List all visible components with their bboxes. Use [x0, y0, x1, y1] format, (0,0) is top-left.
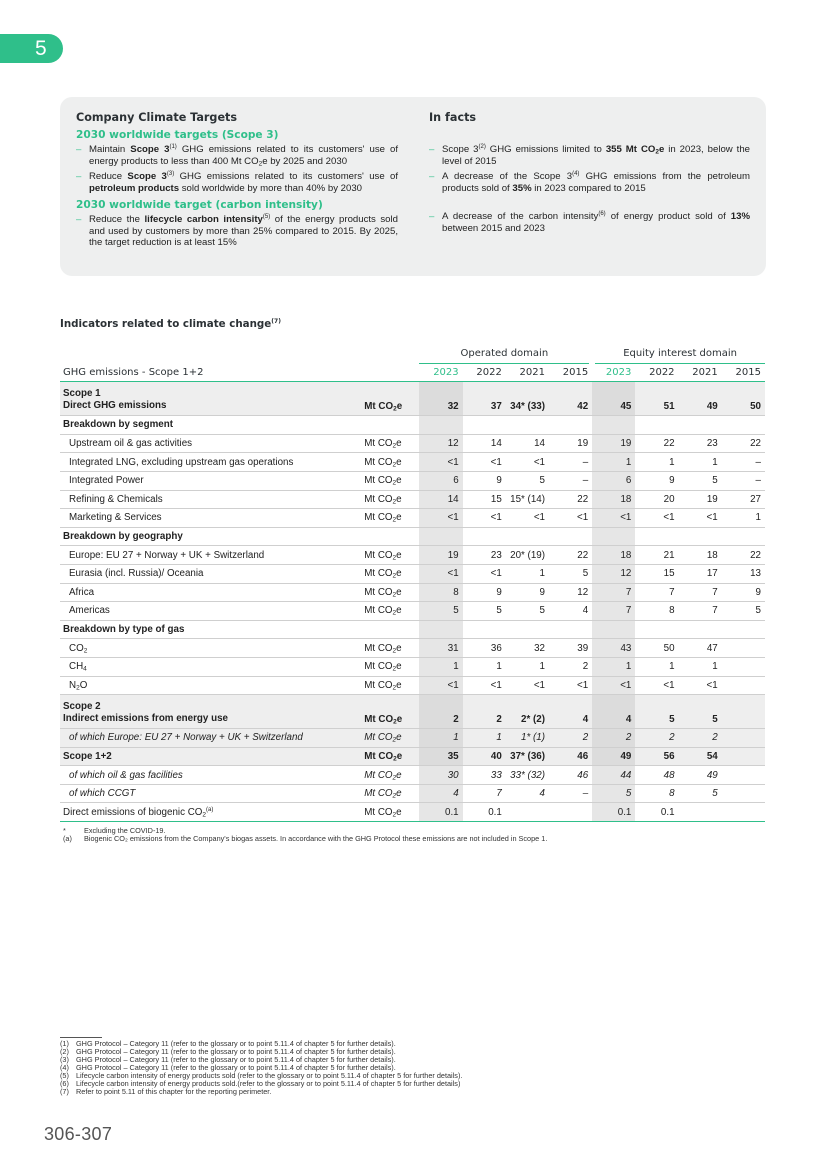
row-label: Europe: EU 27 + Norway + UK + Switzerland	[60, 546, 361, 565]
value-cell: 2	[419, 695, 462, 729]
value-cell: 4	[549, 602, 592, 621]
scope2-row	[60, 695, 765, 729]
value-cell: 1	[463, 729, 506, 748]
value-cell: 9	[463, 583, 506, 602]
scope1-row	[60, 382, 765, 416]
value-cell: 1	[635, 453, 678, 472]
value-cell: <1	[419, 453, 462, 472]
data-row	[60, 583, 765, 602]
value-cell: 12	[549, 583, 592, 602]
operated-domain-header: Operated domain	[419, 345, 592, 363]
row-label: Africa	[60, 583, 361, 602]
section-header-row	[60, 527, 765, 546]
row-label: $CO_2$	[60, 639, 361, 658]
table-title: Indicators related to climate change$^{(7)}$	[60, 318, 281, 330]
value-cell: 7	[463, 784, 506, 803]
value-cell: 1* (1)	[506, 729, 549, 748]
value-cell: 49	[679, 382, 722, 416]
value-cell	[722, 784, 765, 803]
data-row	[60, 657, 765, 676]
value-cell: 18	[592, 490, 635, 509]
value-cell: 0.1	[419, 803, 462, 822]
value-cell: 42	[549, 382, 592, 416]
value-cell: 32	[419, 382, 462, 416]
data-row	[60, 471, 765, 490]
value-cell: <1	[635, 509, 678, 528]
value-cell: 32	[506, 639, 549, 658]
value-cell: <1	[419, 564, 462, 583]
value-cell	[679, 803, 722, 822]
value-cell: <1	[592, 676, 635, 695]
value-cell: 9	[722, 583, 765, 602]
row-label: Integrated Power	[60, 471, 361, 490]
value-cell	[722, 747, 765, 766]
value-cell: 2	[679, 729, 722, 748]
footnote: (5) Lifecycle carbon intensity of energy products sold (refer to the glossary or to point 5.11.4 of chapter 5 for further details).	[60, 1071, 463, 1081]
value-cell: 8	[419, 583, 462, 602]
value-cell: 7	[679, 602, 722, 621]
value-cell: 6	[419, 471, 462, 490]
value-cell: 7	[592, 583, 635, 602]
footnote: (7) Refer to point 5.11 of this chapter for the reporting perimeter.	[60, 1087, 272, 1097]
value-cell: 44	[592, 766, 635, 785]
value-cell: <1	[635, 676, 678, 695]
value-cell: 8	[635, 602, 678, 621]
value-cell: 2* (2)	[506, 695, 549, 729]
value-cell: 1	[506, 657, 549, 676]
value-cell: 5	[722, 602, 765, 621]
data-row	[60, 509, 765, 528]
value-cell: 2	[549, 729, 592, 748]
value-cell: 34* (33)	[506, 382, 549, 416]
table-note: (a) Biogenic CO₂ emissions from the Company's biogas assets. In accordance with the GHG Protocol these emissions are not included in Scope 1.	[63, 834, 548, 844]
data-row	[60, 434, 765, 453]
value-cell: 1	[592, 657, 635, 676]
value-cell: 5	[679, 471, 722, 490]
unit-cell: Mt $CO_2e$	[361, 784, 419, 803]
value-cell: 31	[419, 639, 462, 658]
unit-cell: Mt $CO_2e$	[361, 382, 419, 416]
value-cell: 15	[463, 490, 506, 509]
row-label: of which CCGT	[60, 784, 361, 803]
footnote-rule	[60, 1037, 102, 1038]
value-cell: <1	[592, 509, 635, 528]
value-cell: 46	[549, 747, 592, 766]
unit-cell: Mt $CO_2e$	[361, 639, 419, 658]
value-cell: 0.1	[635, 803, 678, 822]
value-cell: 5	[679, 695, 722, 729]
value-cell: 5	[679, 784, 722, 803]
value-cell: 7	[679, 583, 722, 602]
value-cell: 20* (19)	[506, 546, 549, 565]
value-cell: 12	[419, 434, 462, 453]
row-label: $CH_4$	[60, 657, 361, 676]
value-cell: 2	[463, 695, 506, 729]
value-cell	[722, 695, 765, 729]
value-cell: 23	[679, 434, 722, 453]
value-cell: 56	[635, 747, 678, 766]
unit-cell: Mt $CO_2e$	[361, 729, 419, 748]
scope12-row	[60, 747, 765, 766]
value-cell: 37	[463, 382, 506, 416]
targets-column	[76, 111, 398, 252]
data-row	[60, 490, 765, 509]
footnote: (1) GHG Protocol – Category 11 (refer to the glossary or to point 5.11.4 of chapter 5 for further details).	[60, 1039, 396, 1048]
row-label: Upstream oil & gas activities	[60, 434, 361, 453]
value-cell: 1	[506, 564, 549, 583]
fact-bullet: – Scope 3$^{(2)}$ GHG emissions limited to 355 Mt $CO_2e$ in 2023, below the level of 2015	[429, 144, 750, 168]
value-cell: 22	[549, 490, 592, 509]
value-cell: 22	[722, 434, 765, 453]
value-cell: <1	[549, 676, 592, 695]
ghg-emissions-table	[60, 345, 765, 822]
value-cell: 22	[722, 546, 765, 565]
row-label: Marketing & Services	[60, 509, 361, 528]
target-bullet: – Maintain Scope 3$^{(1)}$ GHG emissions related to its customers' use of energy products to less than 400 Mt $CO_2e$ by 2025 and 2030	[76, 144, 398, 168]
unit-cell: Mt $CO_2e$	[361, 676, 419, 695]
value-cell: 14	[506, 434, 549, 453]
value-cell: 5	[463, 602, 506, 621]
value-cell: 12	[592, 564, 635, 583]
value-cell: 36	[463, 639, 506, 658]
section-title: Breakdown by segment	[60, 416, 361, 435]
value-cell: 49	[679, 766, 722, 785]
value-cell: –	[722, 471, 765, 490]
ccgt-row	[60, 784, 765, 803]
value-cell: <1	[506, 453, 549, 472]
value-cell: <1	[419, 509, 462, 528]
value-cell: 2	[549, 657, 592, 676]
footnote: (3) GHG Protocol – Category 11 (refer to the glossary or to point 5.11.4 of chapter 5 for further details).	[60, 1055, 396, 1065]
row-label: Americas	[60, 602, 361, 621]
biogenic-row	[60, 803, 765, 822]
unit-cell: Mt $CO_2e$	[361, 583, 419, 602]
year-header: 2015	[549, 363, 592, 382]
value-cell: 1	[722, 509, 765, 528]
targets-subtitle-intensity: 2030 worldwide target (carbon intensity)	[76, 198, 323, 211]
facts-column	[429, 111, 750, 237]
value-cell	[722, 729, 765, 748]
value-cell: <1	[506, 509, 549, 528]
value-cell: 50	[635, 639, 678, 658]
emissions-table-wrapper	[60, 345, 765, 844]
value-cell: 27	[722, 490, 765, 509]
value-cell: 19	[419, 546, 462, 565]
value-cell: 1	[419, 729, 462, 748]
year-header: 2022	[463, 363, 506, 382]
value-cell	[722, 657, 765, 676]
value-cell: <1	[463, 676, 506, 695]
value-cell: 13	[722, 564, 765, 583]
chapter-tab	[0, 34, 63, 63]
value-cell: 33	[463, 766, 506, 785]
row-label: Scope 2 Indirect emissions from energy use	[60, 695, 361, 729]
data-row	[60, 602, 765, 621]
value-cell: <1	[419, 676, 462, 695]
fact-bullet: – A decrease of the carbon intensity$^{(6)}$ of energy product sold of 13% between 2015 and 2023	[429, 211, 750, 235]
value-cell: 19	[549, 434, 592, 453]
value-cell: 43	[592, 639, 635, 658]
value-cell: 7	[592, 602, 635, 621]
value-cell: <1	[463, 453, 506, 472]
unit-cell: Mt $CO_2e$	[361, 509, 419, 528]
row-label: $N_2O$	[60, 676, 361, 695]
value-cell: 23	[463, 546, 506, 565]
value-cell	[506, 803, 549, 822]
section-title: Breakdown by geography	[60, 527, 361, 546]
value-cell: 14	[463, 434, 506, 453]
value-cell: 40	[463, 747, 506, 766]
page-number: 306-307	[44, 1124, 113, 1144]
row-label: of which oil & gas facilities	[60, 766, 361, 785]
value-cell: 46	[549, 766, 592, 785]
unit-cell: Mt $CO_2e$	[361, 602, 419, 621]
unit-cell: Mt $CO_2e$	[361, 546, 419, 565]
targets-title: Company Climate Targets	[76, 111, 238, 124]
value-cell: 22	[635, 434, 678, 453]
unit-cell: Mt $CO_2e$	[361, 490, 419, 509]
value-cell: –	[722, 453, 765, 472]
chapter-number: 5	[35, 37, 47, 60]
value-cell: 48	[635, 766, 678, 785]
value-cell: 7	[635, 583, 678, 602]
value-cell: 22	[549, 546, 592, 565]
value-cell	[549, 803, 592, 822]
facts-title: In facts	[429, 111, 477, 124]
value-cell: 18	[592, 546, 635, 565]
unit-cell: Mt $CO_2e$	[361, 766, 419, 785]
value-cell: 35	[419, 747, 462, 766]
value-cell: 9	[635, 471, 678, 490]
value-cell: 5	[549, 564, 592, 583]
value-cell: 17	[679, 564, 722, 583]
year-header: 2021	[679, 363, 722, 382]
value-cell: <1	[463, 564, 506, 583]
value-cell: 15	[635, 564, 678, 583]
value-cell: <1	[506, 676, 549, 695]
value-cell: 5	[419, 602, 462, 621]
unit-cell: Mt $CO_2e$	[361, 695, 419, 729]
value-cell: 0.1	[592, 803, 635, 822]
row-label: Scope 1 Direct GHG emissions	[60, 382, 361, 416]
value-cell: <1	[679, 676, 722, 695]
value-cell: 50	[722, 382, 765, 416]
value-cell: 1	[592, 453, 635, 472]
value-cell: –	[549, 784, 592, 803]
value-cell	[722, 676, 765, 695]
targets-subtitle-scope3: 2030 worldwide targets (Scope 3)	[76, 129, 279, 141]
oilgas-row	[60, 766, 765, 785]
unit-cell: Mt $CO_2e$	[361, 564, 419, 583]
data-row	[60, 546, 765, 565]
value-cell: 47	[679, 639, 722, 658]
value-cell: 9	[463, 471, 506, 490]
year-header: 2023	[419, 363, 462, 382]
section-header-row	[60, 620, 765, 639]
target-bullet: – Reduce Scope 3$^{(3)}$ GHG emissions related to its customers' use of petroleum products sold worldwide by more than 40% by 2030	[76, 171, 398, 195]
row-label: Direct emissions of biogenic $CO_2^{(a)}$	[60, 803, 361, 822]
value-cell: 19	[679, 490, 722, 509]
footnotes	[60, 1040, 760, 1096]
data-row	[60, 564, 765, 583]
value-cell: 14	[419, 490, 462, 509]
data-row	[60, 639, 765, 658]
value-cell: 30	[419, 766, 462, 785]
row-label: of which Europe: EU 27 + Norway + UK + Switzerland	[60, 729, 361, 748]
value-cell: 1	[463, 657, 506, 676]
value-cell: <1	[463, 509, 506, 528]
value-cell: <1	[679, 509, 722, 528]
row-label: Eurasia (incl. Russia)/ Oceania	[60, 564, 361, 583]
unit-cell: Mt $CO_2e$	[361, 803, 419, 822]
footnote: (6) Lifecycle carbon intensity of energy products sold.(refer to the glossary or to point 5.11.4 of chapter 5 for further details)	[60, 1079, 461, 1089]
row-label: Scope 1+2	[60, 747, 361, 766]
value-cell: 6	[592, 471, 635, 490]
value-cell: 33* (32)	[506, 766, 549, 785]
value-cell: 4	[592, 695, 635, 729]
value-cell: 20	[635, 490, 678, 509]
value-cell: 39	[549, 639, 592, 658]
table-header-label: GHG emissions - Scope 1+2	[60, 363, 361, 382]
fact-bullet: – A decrease of the Scope 3$^{(4)}$ GHG emissions from the petroleum products sold of 35% in 2023 compared to 2015	[429, 171, 750, 195]
value-cell: 2	[635, 729, 678, 748]
footnote: (2) GHG Protocol – Category 11 (refer to the glossary or to point 5.11.4 of chapter 5 for further details).	[60, 1047, 396, 1057]
data-row	[60, 453, 765, 472]
value-cell: 8	[635, 784, 678, 803]
value-cell: –	[549, 471, 592, 490]
data-row	[60, 676, 765, 695]
unit-cell: Mt $CO_2e$	[361, 471, 419, 490]
table-notes	[60, 827, 765, 844]
unit-cell: Mt $CO_2e$	[361, 453, 419, 472]
section-header-row	[60, 416, 765, 435]
footnote: (4) GHG Protocol – Category 11 (refer to the glossary or to point 5.11.4 of chapter 5 for further details).	[60, 1063, 396, 1073]
value-cell: 54	[679, 747, 722, 766]
value-cell: 4	[506, 784, 549, 803]
value-cell: 19	[592, 434, 635, 453]
domain-header-row	[60, 345, 765, 363]
value-cell: 2	[592, 729, 635, 748]
value-cell: 21	[635, 546, 678, 565]
row-label: Refining & Chemicals	[60, 490, 361, 509]
value-cell: 1	[635, 657, 678, 676]
table-note: * Excluding the COVID-19.	[63, 826, 166, 836]
value-cell: 0.1	[463, 803, 506, 822]
value-cell: 9	[506, 583, 549, 602]
value-cell: 1	[679, 453, 722, 472]
value-cell: 4	[549, 695, 592, 729]
value-cell	[722, 639, 765, 658]
value-cell: 15* (14)	[506, 490, 549, 509]
unit-cell: Mt $CO_2e$	[361, 657, 419, 676]
value-cell: <1	[549, 509, 592, 528]
value-cell: –	[549, 453, 592, 472]
scope2-europe-row	[60, 729, 765, 748]
value-cell: 5	[592, 784, 635, 803]
value-cell	[722, 766, 765, 785]
year-header: 2022	[635, 363, 678, 382]
value-cell: 49	[592, 747, 635, 766]
year-header-row	[60, 363, 765, 382]
value-cell: 1	[679, 657, 722, 676]
climate-targets-box	[60, 97, 766, 276]
section-title: Breakdown by type of gas	[60, 620, 361, 639]
unit-cell: Mt $CO_2e$	[361, 747, 419, 766]
value-cell: 37* (36)	[506, 747, 549, 766]
year-header: 2015	[722, 363, 765, 382]
value-cell: 5	[506, 471, 549, 490]
value-cell: 5	[635, 695, 678, 729]
value-cell: 4	[419, 784, 462, 803]
value-cell: 18	[679, 546, 722, 565]
row-label: Integrated LNG, excluding upstream gas operations	[60, 453, 361, 472]
value-cell	[722, 803, 765, 822]
equity-domain-header: Equity interest domain	[592, 345, 765, 363]
value-cell: 5	[506, 602, 549, 621]
unit-cell: Mt $CO_2e$	[361, 434, 419, 453]
year-header: 2023	[592, 363, 635, 382]
value-cell: 45	[592, 382, 635, 416]
target-bullet: – Reduce the lifecycle carbon intensity$^{(5)}$ of the energy products sold and used by customers by more than 25% compared to 2015. By 2025, the target reduction is at least 15%	[76, 214, 398, 250]
year-header: 2021	[506, 363, 549, 382]
value-cell: 1	[419, 657, 462, 676]
value-cell: 51	[635, 382, 678, 416]
